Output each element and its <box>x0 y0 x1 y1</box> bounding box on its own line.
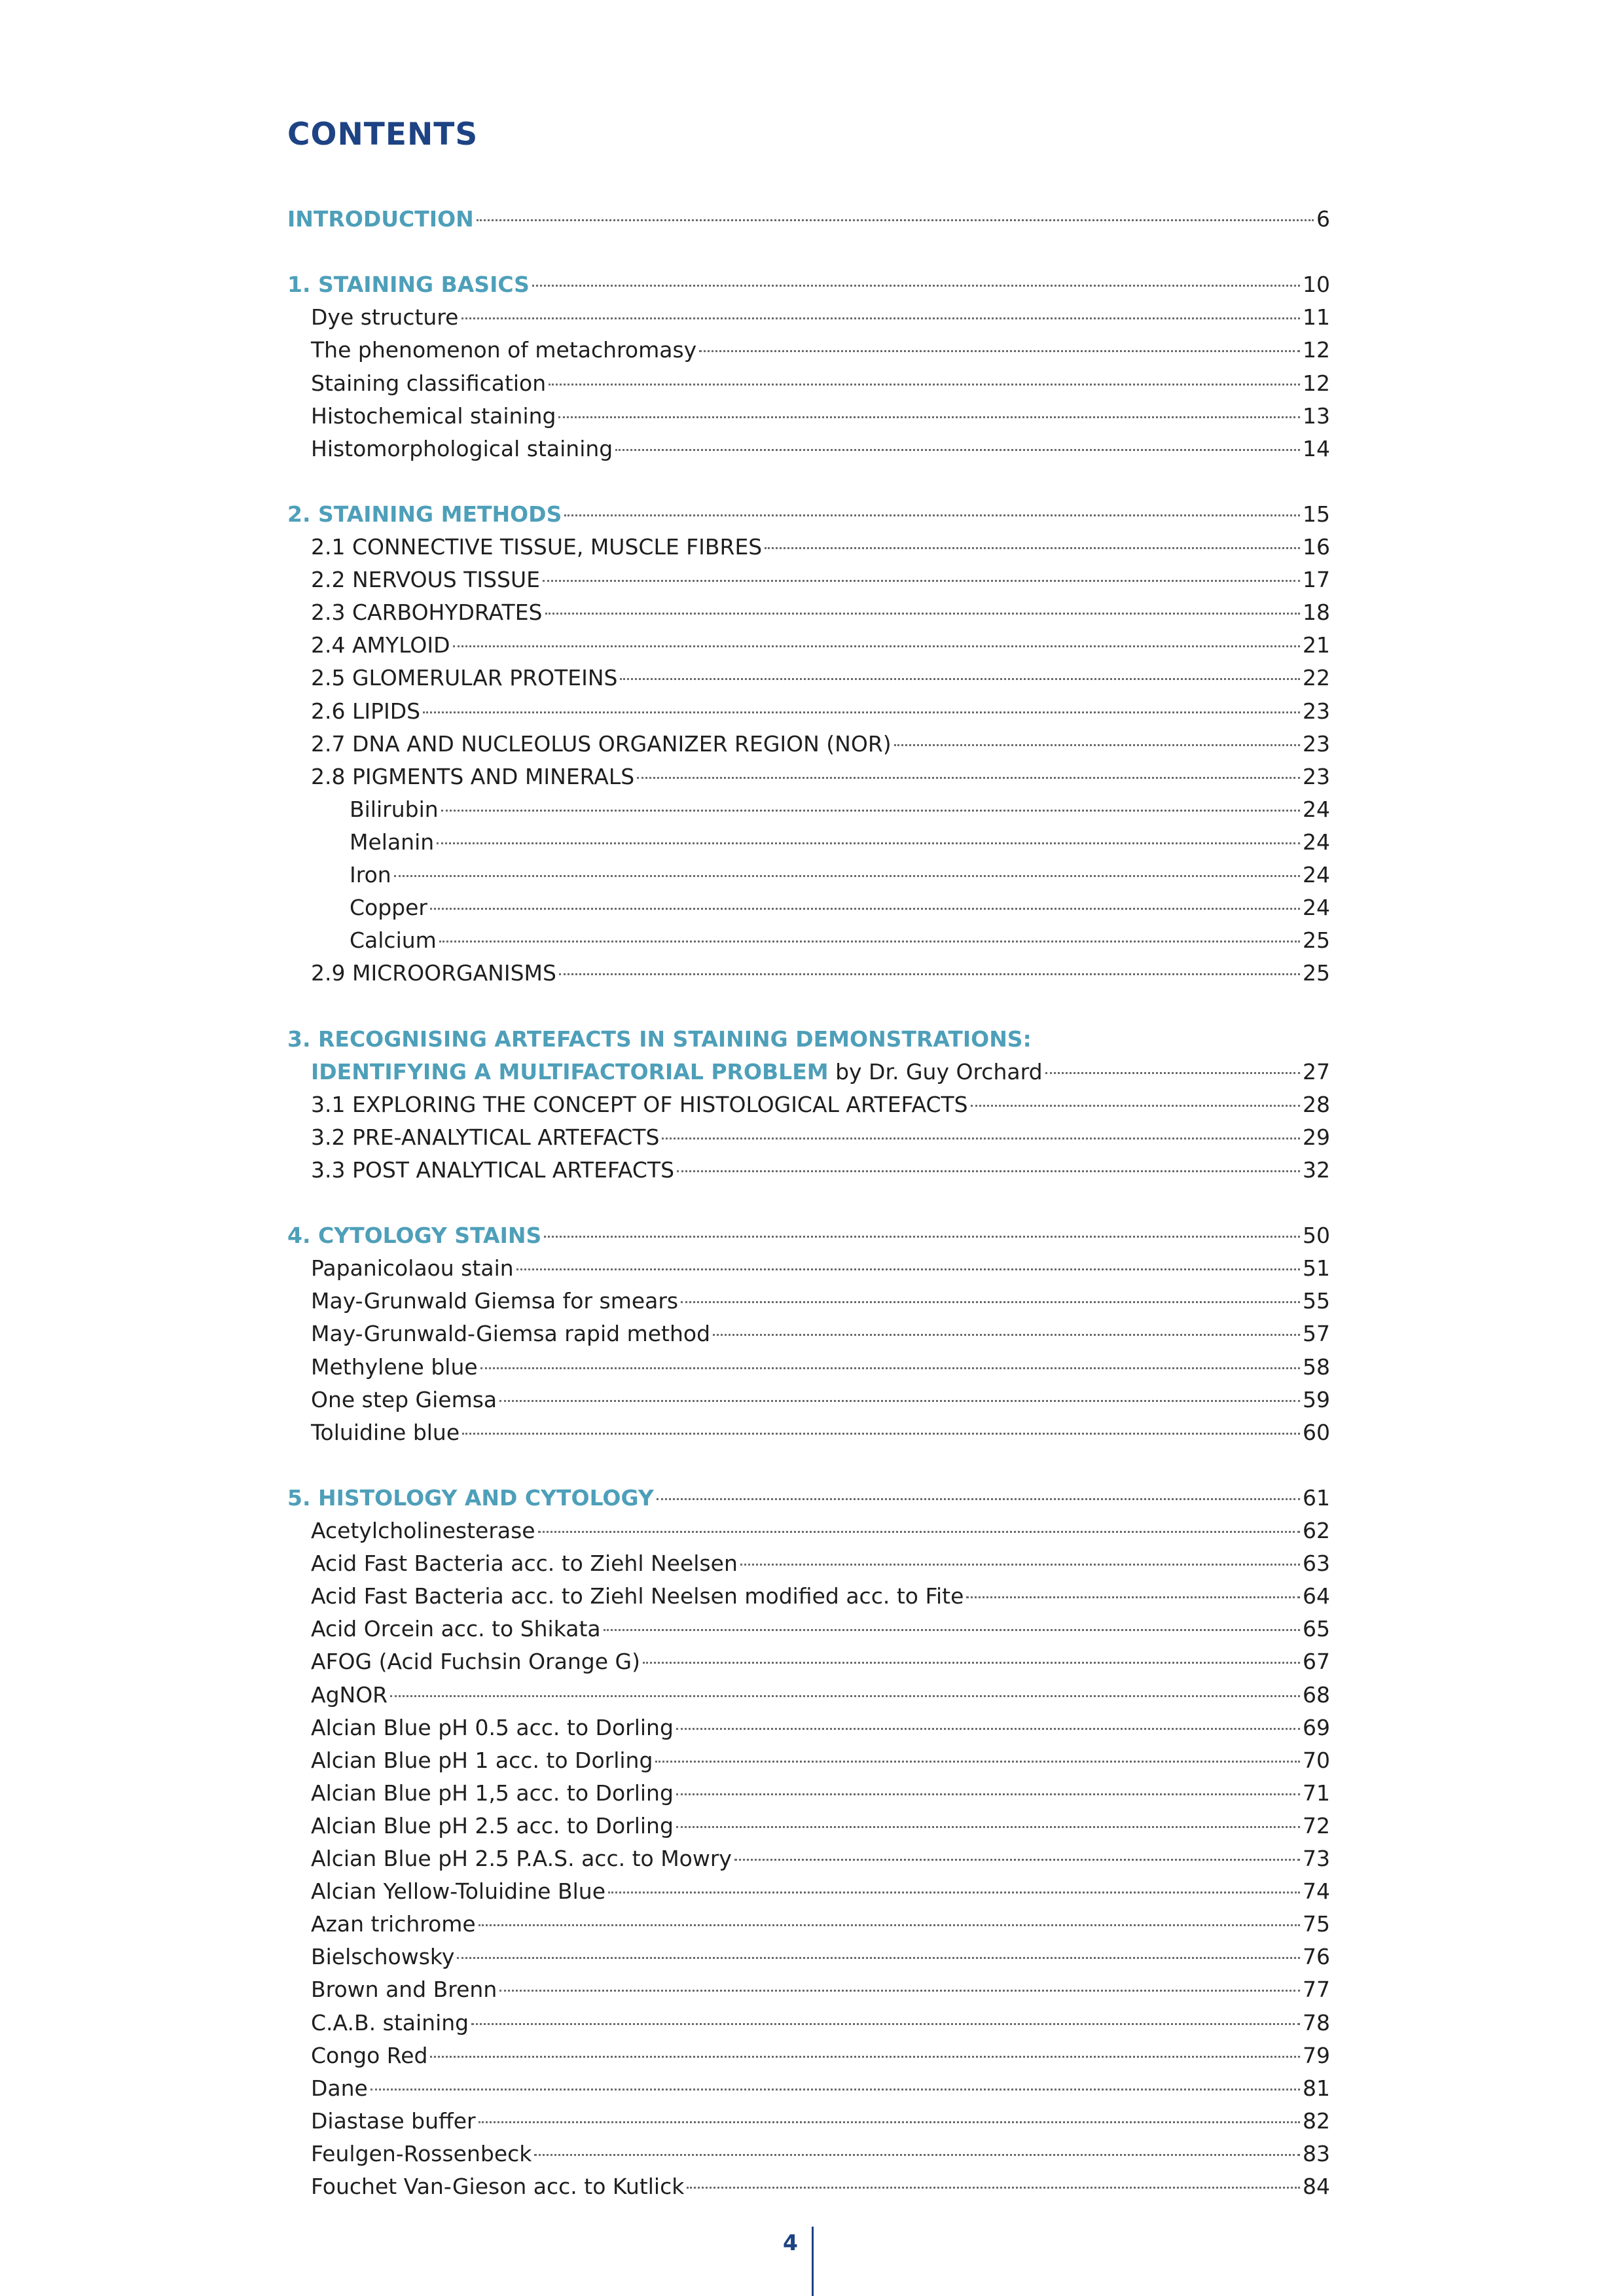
toc-entry[interactable] <box>287 793 1330 826</box>
toc-entry-title: Toluidine blue <box>311 1419 460 1445</box>
toc-entry-label <box>311 728 892 761</box>
toc-entry-label <box>311 1744 653 1777</box>
toc-entry[interactable] <box>287 1645 1330 1678</box>
toc-entry-title: C.A.B. staining <box>311 2009 469 2036</box>
toc-entry[interactable] <box>287 1744 1330 1777</box>
toc-entry[interactable] <box>287 826 1330 859</box>
toc-entry-page-number: 24 <box>1303 829 1330 855</box>
toc-entry-label <box>350 826 434 859</box>
toc-entry-page-number: 23 <box>1303 698 1330 724</box>
toc-entry-page-number: 62 <box>1303 1518 1330 1543</box>
toc-entry-title: Alcian Blue pH 2.5 P.A.S. acc. to Mowry <box>311 1846 732 1871</box>
toc-entry[interactable] <box>287 564 1330 596</box>
toc-entry[interactable] <box>287 2072 1330 2105</box>
toc-entry-title: Histochemical staining <box>311 403 556 429</box>
toc-entry[interactable] <box>287 695 1330 728</box>
toc-section-entry[interactable] <box>287 1023 1032 1056</box>
toc-entry-page-number: 21 <box>1303 632 1330 658</box>
dot-leader <box>966 1596 1300 1598</box>
dot-leader <box>620 677 1300 680</box>
toc-entry-page-number: 16 <box>1303 534 1330 560</box>
toc-entry-label <box>311 1416 460 1449</box>
toc-entry-page-number: 59 <box>1303 1386 1330 1412</box>
toc-entry-title: IDENTIFYING A MULTIFACTORIAL PROBLEM <box>311 1058 829 1085</box>
toc-entry[interactable] <box>287 1973 1330 2006</box>
toc-entry-label <box>311 1645 640 1678</box>
toc-entry-label <box>311 1056 1043 1088</box>
dot-leader <box>441 809 1300 812</box>
toc-entry[interactable] <box>287 728 1330 761</box>
toc-entry-title: Papanicolaou stain <box>311 1255 514 1282</box>
toc-entry-label <box>350 793 439 826</box>
toc-entry-title: May-Grunwald Giemsa for smears <box>311 1288 679 1314</box>
dot-leader <box>453 645 1300 647</box>
toc-entry[interactable] <box>287 1285 1330 1318</box>
toc-entry[interactable] <box>287 334 1330 367</box>
dot-leader <box>370 2088 1300 2090</box>
toc-entry-label <box>311 1941 454 1973</box>
toc-entry-label <box>311 761 634 793</box>
toc-entry-label <box>311 1285 678 1318</box>
toc-entry-page-number: 50 <box>1303 1223 1330 1249</box>
toc-entry-title: Feulgen-Rossenbeck <box>311 2140 532 2166</box>
toc-entry-title: Methylene blue <box>311 1354 478 1380</box>
toc-entry-page-number: 28 <box>1303 1091 1330 1117</box>
toc-entry-page-number: 69 <box>1303 1714 1330 1740</box>
toc-entry-label <box>311 1810 674 1842</box>
toc-entry-page-number: 75 <box>1303 1911 1330 1937</box>
toc-entry-label <box>311 2039 427 2072</box>
dot-leader <box>549 383 1300 386</box>
toc-entry-title: Brown and Brenn <box>311 1977 497 2003</box>
toc-entry-title: Fouchet Van-Gieson acc. to Kutlick <box>311 2174 685 2199</box>
toc-entry-title: The phenomenon of metachromasy <box>311 337 697 363</box>
toc-entry[interactable] <box>287 367 1330 400</box>
toc-entry-title: Alcian Blue pH 1,5 acc. to Dorling <box>311 1780 674 1806</box>
toc-entry-label <box>311 1351 478 1384</box>
toc-entry-page-number: 22 <box>1303 665 1330 691</box>
toc-entry-label <box>311 2138 532 2170</box>
toc-entry-page-number: 63 <box>1303 1551 1330 1577</box>
dot-leader <box>477 219 1314 221</box>
toc-entry-title: AFOG (Acid Fuchsin Orange G) <box>311 1649 640 1675</box>
toc-entry-page-number: 12 <box>1303 370 1330 396</box>
toc-entry-title: 3.3 POST ANALYTICAL ARTEFACTS <box>311 1157 675 1183</box>
toc-entry-page-number: 23 <box>1303 730 1330 757</box>
toc-entry-label <box>287 203 474 236</box>
toc-entry-title: Calcium <box>350 927 437 954</box>
toc-entry-page-number: 57 <box>1303 1321 1330 1347</box>
dot-leader <box>457 1956 1300 1959</box>
toc-entry[interactable] <box>287 761 1330 793</box>
dot-leader <box>971 1104 1300 1107</box>
toc-entry-title: Alcian Blue pH 1 acc. to Dorling <box>311 1747 653 1773</box>
toc-entry-label <box>311 957 556 990</box>
toc-entry-title: 2.2 NERVOUS TISSUE <box>311 567 540 593</box>
dot-leader <box>478 2121 1300 2123</box>
dot-leader <box>662 1137 1300 1139</box>
toc-entry-page-number: 51 <box>1303 1255 1330 1282</box>
toc-section-entry[interactable] <box>287 1482 1330 1515</box>
dot-leader <box>681 1300 1300 1303</box>
toc-entry-page-number: 67 <box>1303 1649 1330 1675</box>
toc-entry-title: 2.8 PIGMENTS AND MINERALS <box>311 763 635 789</box>
toc-entry-label <box>350 924 437 957</box>
toc-entry-page-number: 71 <box>1303 1780 1330 1806</box>
toc-entry-label <box>311 695 420 728</box>
toc-entry-title: Alcian Blue pH 0.5 acc. to Dorling <box>311 1714 674 1740</box>
toc-entry-label <box>287 268 530 301</box>
toc-entry[interactable] <box>287 1842 1330 1875</box>
toc-entry-label <box>311 1973 497 2006</box>
toc-entry-page-number: 61 <box>1303 1484 1330 1511</box>
dot-leader <box>677 1170 1300 1172</box>
toc-entry-title: Bilirubin <box>350 796 439 822</box>
toc-entry-label <box>311 1580 964 1613</box>
toc-entry-page-number: 83 <box>1303 2140 1330 2166</box>
toc-entry[interactable] <box>287 662 1330 694</box>
toc-section-entry[interactable] <box>287 1219 1330 1252</box>
toc-entry[interactable] <box>287 1318 1330 1350</box>
dot-leader <box>687 2186 1300 2189</box>
toc-entry-label <box>311 2072 368 2105</box>
toc-entry-label <box>311 1515 535 1547</box>
toc-entry[interactable] <box>287 1351 1330 1384</box>
dot-leader <box>740 1563 1300 1566</box>
dot-leader <box>1045 1071 1300 1074</box>
toc-entry-label <box>311 1547 738 1580</box>
toc-entry-title: 2.6 LIPIDS <box>311 698 421 724</box>
toc-entry-title: Azan trichrome <box>311 1911 476 1937</box>
toc-entry-title: 3.1 EXPLORING THE CONCEPT OF HISTOLOGICAL ARTEFACTS <box>311 1091 968 1117</box>
toc-entry-title: Congo Red <box>311 2042 428 2068</box>
toc-entry[interactable] <box>287 957 1330 990</box>
toc-entry-label <box>311 629 450 662</box>
toc-entry[interactable] <box>287 1777 1330 1810</box>
toc-entry-page-number: 73 <box>1303 1846 1330 1871</box>
dot-leader <box>430 907 1300 910</box>
dot-leader <box>478 1924 1300 1926</box>
toc-entry[interactable] <box>287 1384 1330 1416</box>
toc-entry-page-number: 6 <box>1316 206 1330 232</box>
toc-entry[interactable] <box>287 2105 1330 2138</box>
toc-entry-title: Alcian Blue pH 2.5 acc. to Dorling <box>311 1812 674 1839</box>
dot-leader <box>608 1891 1300 1893</box>
toc-entry-label <box>311 1384 497 1416</box>
dot-leader <box>439 940 1300 942</box>
toc-entry[interactable] <box>287 1908 1330 1941</box>
toc-entry-title: Acid Orcein acc. to Shikata <box>311 1616 601 1642</box>
toc-entry-page-number: 79 <box>1303 2042 1330 2068</box>
dot-leader <box>462 1432 1300 1435</box>
toc-entry-title: 3.2 PRE-ANALYTICAL ARTEFACTS <box>311 1124 660 1150</box>
toc-entry-page-number: 64 <box>1303 1583 1330 1609</box>
toc-entry-label <box>287 1219 541 1252</box>
dot-leader <box>544 1235 1300 1238</box>
toc-entry-title: May-Grunwald-Giemsa rapid method <box>311 1321 711 1347</box>
toc-entry[interactable] <box>287 400 1330 433</box>
dot-leader <box>676 1825 1300 1828</box>
toc-entry-author: by Dr. Guy Orchard <box>828 1058 1043 1085</box>
toc-entry-title: Diastase buffer <box>311 2108 476 2134</box>
toc-entry-title: 2.4 AMYLOID <box>311 632 450 658</box>
dot-leader <box>423 711 1300 713</box>
toc-entry-page-number: 68 <box>1303 1681 1330 1708</box>
toc-entry-label <box>350 891 427 924</box>
toc-entry-page-number: 60 <box>1303 1419 1330 1445</box>
dot-leader <box>676 1793 1300 1795</box>
dot-leader <box>543 579 1300 582</box>
dot-leader <box>699 350 1300 352</box>
toc-entry-page-number: 24 <box>1303 796 1330 822</box>
toc-entry-page-number: 74 <box>1303 1878 1330 1905</box>
toc-section-entry[interactable] <box>287 1056 1330 1088</box>
dot-leader <box>516 1268 1300 1270</box>
toc-entry-title: 2.3 CARBOHYDRATES <box>311 600 543 626</box>
dot-leader <box>545 612 1301 615</box>
toc-entry[interactable] <box>287 1712 1330 1744</box>
toc-entry[interactable] <box>287 1679 1330 1712</box>
toc-entry[interactable] <box>287 1941 1330 1973</box>
toc-entry-label <box>311 1679 388 1712</box>
toc-entry-page-number: 55 <box>1303 1288 1330 1314</box>
toc-entry-title: Dye structure <box>311 304 459 331</box>
toc-entry-label <box>287 498 562 531</box>
toc-entry-label <box>311 1777 674 1810</box>
toc-entry-page-number: 84 <box>1303 2174 1330 2199</box>
toc-entry-title: 2.5 GLOMERULAR PROTEINS <box>311 665 618 691</box>
toc-entry[interactable] <box>287 1547 1330 1580</box>
toc-entry-title: Staining classification <box>311 370 547 396</box>
toc-entry-label <box>311 2007 469 2039</box>
toc-entry-page-number: 24 <box>1303 895 1330 921</box>
toc-entry-title: 5. HISTOLOGY AND CYTOLOGY <box>287 1484 654 1511</box>
dot-leader <box>564 514 1300 516</box>
dot-leader <box>643 1661 1300 1664</box>
toc-entry-page-number: 81 <box>1303 2075 1330 2101</box>
toc-entry-label <box>287 1023 1032 1056</box>
toc-entry-page-number: 82 <box>1303 2108 1330 2134</box>
toc-entry-page-number: 58 <box>1303 1354 1330 1380</box>
toc-entry[interactable] <box>287 891 1330 924</box>
toc-entry-label <box>311 662 617 694</box>
toc-entry-title: 1. STAINING BASICS <box>287 272 530 298</box>
toc-section-entry[interactable] <box>287 498 1330 531</box>
toc-entry-title: INTRODUCTION <box>287 206 474 232</box>
toc-entry-page-number: 27 <box>1303 1058 1330 1085</box>
dot-leader <box>390 1695 1300 1697</box>
toc-entry-page-number: 11 <box>1303 304 1330 331</box>
toc-entry-label <box>311 2170 684 2203</box>
toc-entry-title: Copper <box>350 895 427 921</box>
toc-entry[interactable] <box>287 1252 1330 1285</box>
toc-entry-label <box>311 1154 674 1187</box>
toc-entry-label <box>311 1712 674 1744</box>
dot-leader <box>430 2055 1300 2058</box>
toc-entry[interactable] <box>287 1875 1330 1908</box>
toc-entry[interactable] <box>287 1810 1330 1842</box>
toc-entry-page-number: 17 <box>1303 567 1330 593</box>
toc-entry-page-number: 32 <box>1303 1157 1330 1183</box>
toc-entry-label <box>311 400 556 433</box>
dot-leader <box>559 973 1300 975</box>
toc-entry-label <box>311 596 543 629</box>
toc-entry-label <box>311 1908 476 1941</box>
dot-leader <box>471 2022 1300 2025</box>
toc-entry[interactable] <box>287 531 1330 564</box>
dot-leader <box>480 1367 1300 1369</box>
toc-entry-label <box>311 2105 476 2138</box>
toc-entry[interactable] <box>287 1121 1330 1154</box>
toc-entry[interactable] <box>287 301 1330 334</box>
toc-entry[interactable] <box>287 1580 1330 1613</box>
toc-entry-page-number: 13 <box>1303 403 1330 429</box>
toc-entry-title: 2. STAINING METHODS <box>287 501 562 527</box>
dot-leader <box>558 416 1300 418</box>
dot-leader <box>499 1989 1300 1992</box>
toc-entry-title: Iron <box>350 862 391 888</box>
dot-leader <box>615 448 1300 451</box>
toc-entry-page-number: 76 <box>1303 1944 1330 1970</box>
toc-entry[interactable] <box>287 1613 1330 1645</box>
dot-leader <box>734 1858 1300 1861</box>
toc-entry-title: AgNOR <box>311 1681 388 1708</box>
toc-entry-title: 2.1 CONNECTIVE TISSUE, MUSCLE FIBRES <box>311 534 763 560</box>
dot-leader <box>894 744 1300 746</box>
dot-leader <box>534 2153 1300 2156</box>
toc-entry-page-number: 77 <box>1303 1977 1330 2003</box>
dot-leader <box>637 776 1300 779</box>
toc-entry[interactable] <box>287 1416 1330 1449</box>
toc-entry-label <box>311 433 613 465</box>
toc-entry-title: 4. CYTOLOGY STAINS <box>287 1223 542 1249</box>
toc-entry[interactable] <box>287 1515 1330 1547</box>
toc-entry-title: Acetylcholinesterase <box>311 1518 535 1543</box>
toc-entry-page-number: 78 <box>1303 2009 1330 2036</box>
toc-entry-title: Acid Fast Bacteria acc. to Ziehl Neelsen modified acc. to Fite <box>311 1583 964 1609</box>
footer-divider <box>812 2227 814 2296</box>
toc-entry-title: Melanin <box>350 829 435 855</box>
toc-entry-page-number: 15 <box>1303 501 1330 527</box>
page-title: CONTENTS <box>287 117 478 152</box>
toc-entry[interactable] <box>287 2039 1330 2072</box>
toc-entry-label <box>350 859 391 891</box>
toc-entry-page-number: 18 <box>1303 600 1330 626</box>
toc-entry-label <box>311 1121 659 1154</box>
toc-entry-label <box>311 1088 968 1121</box>
toc-entry-label <box>311 1875 605 1908</box>
dot-leader <box>437 842 1300 844</box>
toc-entry-label <box>311 301 459 334</box>
toc-entry-title: Alcian Yellow-Toluidine Blue <box>311 1878 605 1905</box>
dot-leader <box>765 547 1300 549</box>
page-number: 4 <box>783 2230 798 2255</box>
dot-leader <box>394 874 1300 877</box>
toc-entry-page-number: 25 <box>1303 927 1330 954</box>
toc-entry[interactable] <box>287 859 1330 891</box>
dot-leader <box>604 1628 1300 1631</box>
toc-entry-page-number: 14 <box>1303 435 1330 461</box>
toc-entry[interactable] <box>287 924 1330 957</box>
toc-entry-page-number: 24 <box>1303 862 1330 888</box>
toc-entry-title: 2.7 DNA AND NUCLEOLUS ORGANIZER REGION (NOR) <box>311 730 892 757</box>
toc-entry[interactable] <box>287 629 1330 662</box>
toc-entry[interactable] <box>287 433 1330 465</box>
toc-entry-title: 3. RECOGNISING ARTEFACTS IN STAINING DEMONSTRATIONS: <box>287 1026 1032 1052</box>
toc-entry-label <box>311 531 762 564</box>
toc-entry-label <box>311 334 696 367</box>
toc-entry-title: Bielschowsky <box>311 1944 455 1970</box>
dot-leader <box>532 284 1300 287</box>
toc-entry[interactable] <box>287 596 1330 629</box>
toc-entry-page-number: 25 <box>1303 960 1330 986</box>
toc-entry-page-number: 12 <box>1303 337 1330 363</box>
toc-entry[interactable] <box>287 2170 1330 2203</box>
toc-entry-title: One step Giemsa <box>311 1386 497 1412</box>
toc-entry-label <box>287 1482 654 1515</box>
toc-entry[interactable] <box>287 2007 1330 2039</box>
toc-entry-label <box>311 1318 710 1350</box>
toc-entry-label <box>311 1613 601 1645</box>
toc-entry-title: Acid Fast Bacteria acc. to Ziehl Neelsen <box>311 1551 738 1577</box>
toc-entry-label <box>311 1252 514 1285</box>
dot-leader <box>538 1530 1300 1533</box>
dot-leader <box>461 317 1301 319</box>
toc-entry-label <box>311 564 540 596</box>
toc-entry-page-number: 10 <box>1303 272 1330 298</box>
toc-entry-title: 2.9 MICROORGANISMS <box>311 960 556 986</box>
toc-section-entry[interactable] <box>287 268 1330 301</box>
toc-entry[interactable] <box>287 1154 1330 1187</box>
toc-section-entry[interactable] <box>287 203 1330 236</box>
toc-entry-label <box>311 1842 732 1875</box>
toc-entry-title: Dane <box>311 2075 368 2101</box>
toc-entry-label <box>311 367 546 400</box>
toc-entry-page-number: 72 <box>1303 1812 1330 1839</box>
toc-entry-page-number: 65 <box>1303 1616 1330 1642</box>
toc-entry[interactable] <box>287 1088 1330 1121</box>
dot-leader <box>713 1333 1300 1336</box>
toc-entry-title: Histomorphological staining <box>311 435 613 461</box>
dot-leader <box>499 1399 1300 1402</box>
toc-entry-page-number: 70 <box>1303 1747 1330 1773</box>
toc-entry-page-number: 29 <box>1303 1124 1330 1150</box>
dot-leader <box>655 1760 1300 1763</box>
toc-entry[interactable] <box>287 2138 1330 2170</box>
dot-leader <box>657 1498 1300 1500</box>
toc-entry-page-number: 23 <box>1303 763 1330 789</box>
dot-leader <box>676 1727 1300 1730</box>
